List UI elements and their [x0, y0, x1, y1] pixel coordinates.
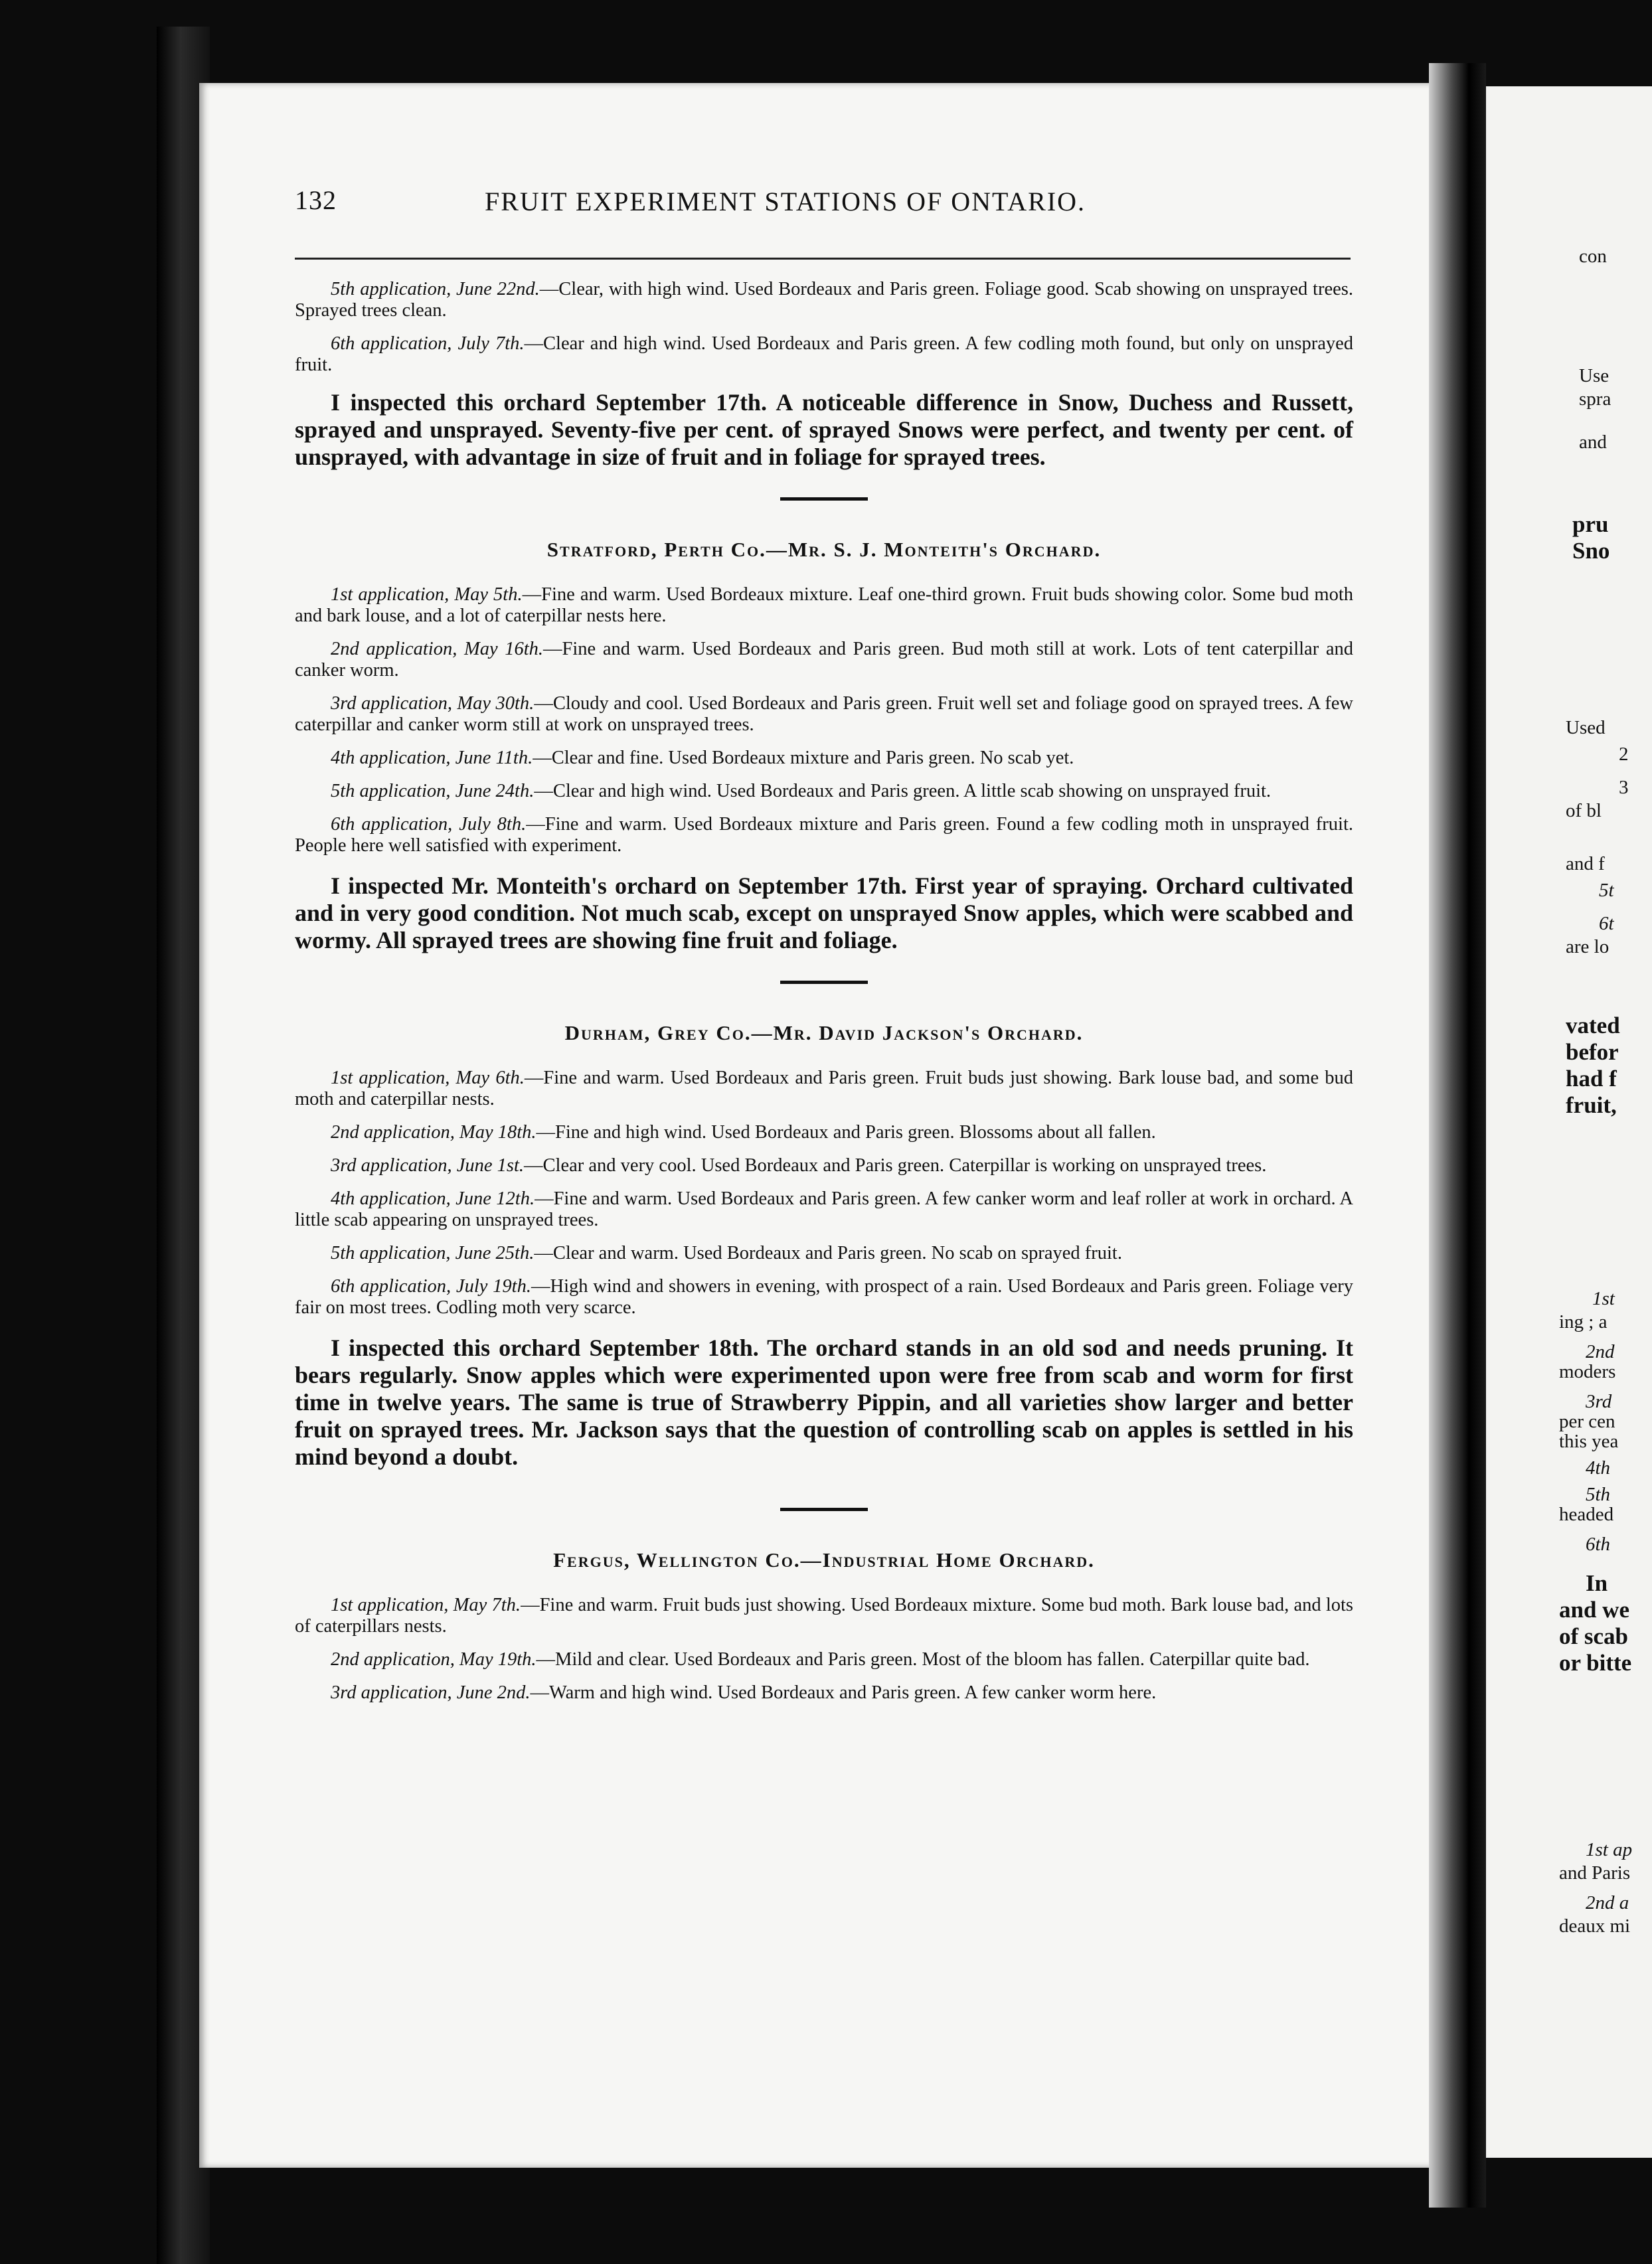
fragment-text: 6th [1586, 1534, 1611, 1555]
fragment-text: In [1586, 1570, 1608, 1596]
application-entry: 1st application, May 7th.—Fine and warm. Fruit buds just showing. Used Bordeaux mixture. Some bud moth. Bark louse bad, and lots of caterpillars nests. [295, 1595, 1353, 1637]
fragment-text: Used [1566, 717, 1606, 738]
fragment-text: and we [1559, 1597, 1629, 1623]
fragment-text: 3rd [1586, 1391, 1612, 1412]
fragment-text: headed [1559, 1504, 1614, 1525]
page-body [295, 279, 1353, 1716]
header-rule [295, 258, 1351, 260]
fragment-text: fruit, [1566, 1092, 1617, 1118]
fragment-text: 2 [1619, 744, 1629, 765]
inspection-report: I inspected Mr. Monteith's orchard on September 17th. First year of spraying. Orchard cultivated and in very good condition. Not much scab, except on unsprayed Snow apples, which were scabbed and wormy. All sprayed trees are showing fine fruit and foliage. [295, 872, 1353, 953]
application-entry: 1st application, May 5th.—Fine and warm. Used Bordeaux mixture. Leaf one-third grown. Fruit buds showing color. Some bud moth and bark louse, and a lot of caterpillar nests here. [295, 584, 1353, 626]
application-entry: 2nd application, May 19th.—Mild and clear. Used Bordeaux and Paris green. Most of the bloom has fallen. Caterpillar quite bad. [331, 1649, 1310, 1670]
fragment-text: deaux mi [1559, 1915, 1631, 1937]
application-entry: 4th application, June 11th.—Clear and fine. Used Bordeaux mixture and Paris green. No scab yet. [331, 748, 1074, 768]
fragment-text: ing ; a [1559, 1311, 1608, 1333]
fragment-text: or bitte [1559, 1650, 1632, 1676]
right-page-fragment [1486, 86, 1652, 2158]
fragment-text: per cen [1559, 1411, 1615, 1432]
running-title: FRUIT EXPERIMENT STATIONS OF ONTARIO. [485, 187, 1086, 216]
fragment-text: and Paris [1559, 1862, 1631, 1884]
fragment-text: spra [1579, 388, 1611, 410]
fragment-text: this yea [1559, 1431, 1619, 1452]
fragment-text: 1st [1592, 1288, 1615, 1309]
application-entry: 6th application, July 7th.—Clear and high wind. Used Bordeaux and Paris green. A few codling moth found, but only on unsprayed fruit. [295, 333, 1353, 375]
application-entry: 4th application, June 12th.—Fine and warm. Used Bordeaux and Paris green. A few canker worm and leaf roller at work in orchard. A little scab appearing on unsprayed trees. [295, 1188, 1353, 1230]
fragment-text: 3 [1619, 777, 1629, 798]
section-divider [780, 497, 868, 501]
section-title-stratford: Stratford, Perth Co.—Mr. S. J. Monteith's Orchard. [546, 538, 1102, 561]
fragment-text: 5th [1586, 1484, 1611, 1505]
application-entry: 6th application, July 19th.—High wind and showers in evening, with prospect of a rain. Used Bordeaux and Paris green. Foliage very fair on most trees. Codling moth very scarce. [295, 1276, 1353, 1318]
inspection-report: I inspected this orchard September 17th. A noticeable difference in Snow, Duchess and Russett, sprayed and unsprayed. Seventy-five per cent. of sprayed Snows were perfect, and twenty per cent. of unsprayed, with advantage in size of fruit and in foliage for sprayed trees. [295, 389, 1353, 470]
fragment-text: 5t [1599, 880, 1614, 901]
application-entry: 1st application, May 6th.—Fine and warm. Used Bordeaux and Paris green. Fruit buds just showing. Bark louse bad, and some bud moth and caterpillar nests. [295, 1068, 1354, 1109]
book-gutter [1429, 63, 1486, 2208]
page-number: 132 [295, 185, 337, 215]
fragment-text: Sno [1572, 538, 1610, 564]
fragment-text: moders [1559, 1361, 1616, 1382]
application-entry: 3rd application, June 2nd.—Warm and high wind. Used Bordeaux and Paris green. A few canker worm here. [331, 1682, 1157, 1703]
running-head [295, 185, 1354, 224]
fragment-text: pru [1572, 511, 1609, 537]
fragment-text: of scab [1559, 1623, 1629, 1649]
fragment-text: are lo [1566, 936, 1610, 957]
section-title-fergus: Fergus, Wellington Co.—Industrial Home Orchard. [553, 1548, 1095, 1572]
inspection-report: I inspected this orchard September 18th. The orchard stands in an old sod and needs pruning. It bears regularly. Snow apples which were experimented upon were free from scab and worm for first time in twelve years. The same is true of Strawberry Pippin, and all varieties show larger and better fruit on sprayed trees. Mr. Jackson says that the question of controlling scab on apples is settled in his mind beyond a doubt. [295, 1334, 1353, 1470]
fragment-text: befor [1566, 1039, 1619, 1065]
fragment-text: and [1579, 432, 1607, 453]
fragment-text: vated [1566, 1012, 1620, 1038]
application-entry: 5th application, June 22nd.—Clear, with high wind. Used Bordeaux and Paris green. Foliage good. Scab showing on unsprayed trees. Sprayed trees clean. [295, 279, 1353, 321]
fragment-text: 2nd a [1586, 1892, 1629, 1913]
application-entry: 5th application, June 25th.—Clear and warm. Used Bordeaux and Paris green. No scab on sprayed fruit. [331, 1243, 1122, 1263]
fragment-text: 4th [1586, 1457, 1611, 1479]
fragment-text: con [1579, 246, 1607, 267]
fragment-text: and f [1566, 853, 1605, 874]
application-entry: 5th application, June 24th.—Clear and high wind. Used Bordeaux and Paris green. A little scab showing on unsprayed fruit. [331, 781, 1272, 801]
fragment-text: Use [1579, 365, 1610, 386]
section-title-durham: Durham, Grey Co.—Mr. David Jackson's Orchard. [564, 1021, 1084, 1044]
fragment-text: had f [1566, 1066, 1617, 1092]
fragment-text: of bl [1566, 800, 1602, 821]
application-entry: 3rd application, June 1st.—Clear and very cool. Used Bordeaux and Paris green. Caterpillar is working on unsprayed trees. [331, 1155, 1267, 1176]
section-divider [780, 1508, 868, 1511]
application-entry: 2nd application, May 16th.—Fine and warm. Used Bordeaux and Paris green. Bud moth still at work. Lots of tent caterpillar and canker worm. [295, 639, 1353, 681]
application-entry: 2nd application, May 18th.—Fine and high wind. Used Bordeaux and Paris green. Blossoms about all fallen. [331, 1122, 1156, 1143]
fragment-text: 6t [1599, 913, 1614, 934]
section-divider [780, 981, 868, 984]
application-entry: 6th application, July 8th.—Fine and warm. Used Bordeaux mixture and Paris green. Found a few codling moth in unsprayed fruit. People here well satisfied with experiment. [295, 814, 1353, 856]
fragment-text: 2nd [1586, 1341, 1615, 1362]
fragment-text: 1st ap [1586, 1839, 1633, 1860]
application-entry: 3rd application, May 30th.—Cloudy and cool. Used Bordeaux and Paris green. Fruit well set and foliage good on sprayed trees. A few caterpillar and canker worm still at work on unsprayed trees. [295, 693, 1353, 735]
